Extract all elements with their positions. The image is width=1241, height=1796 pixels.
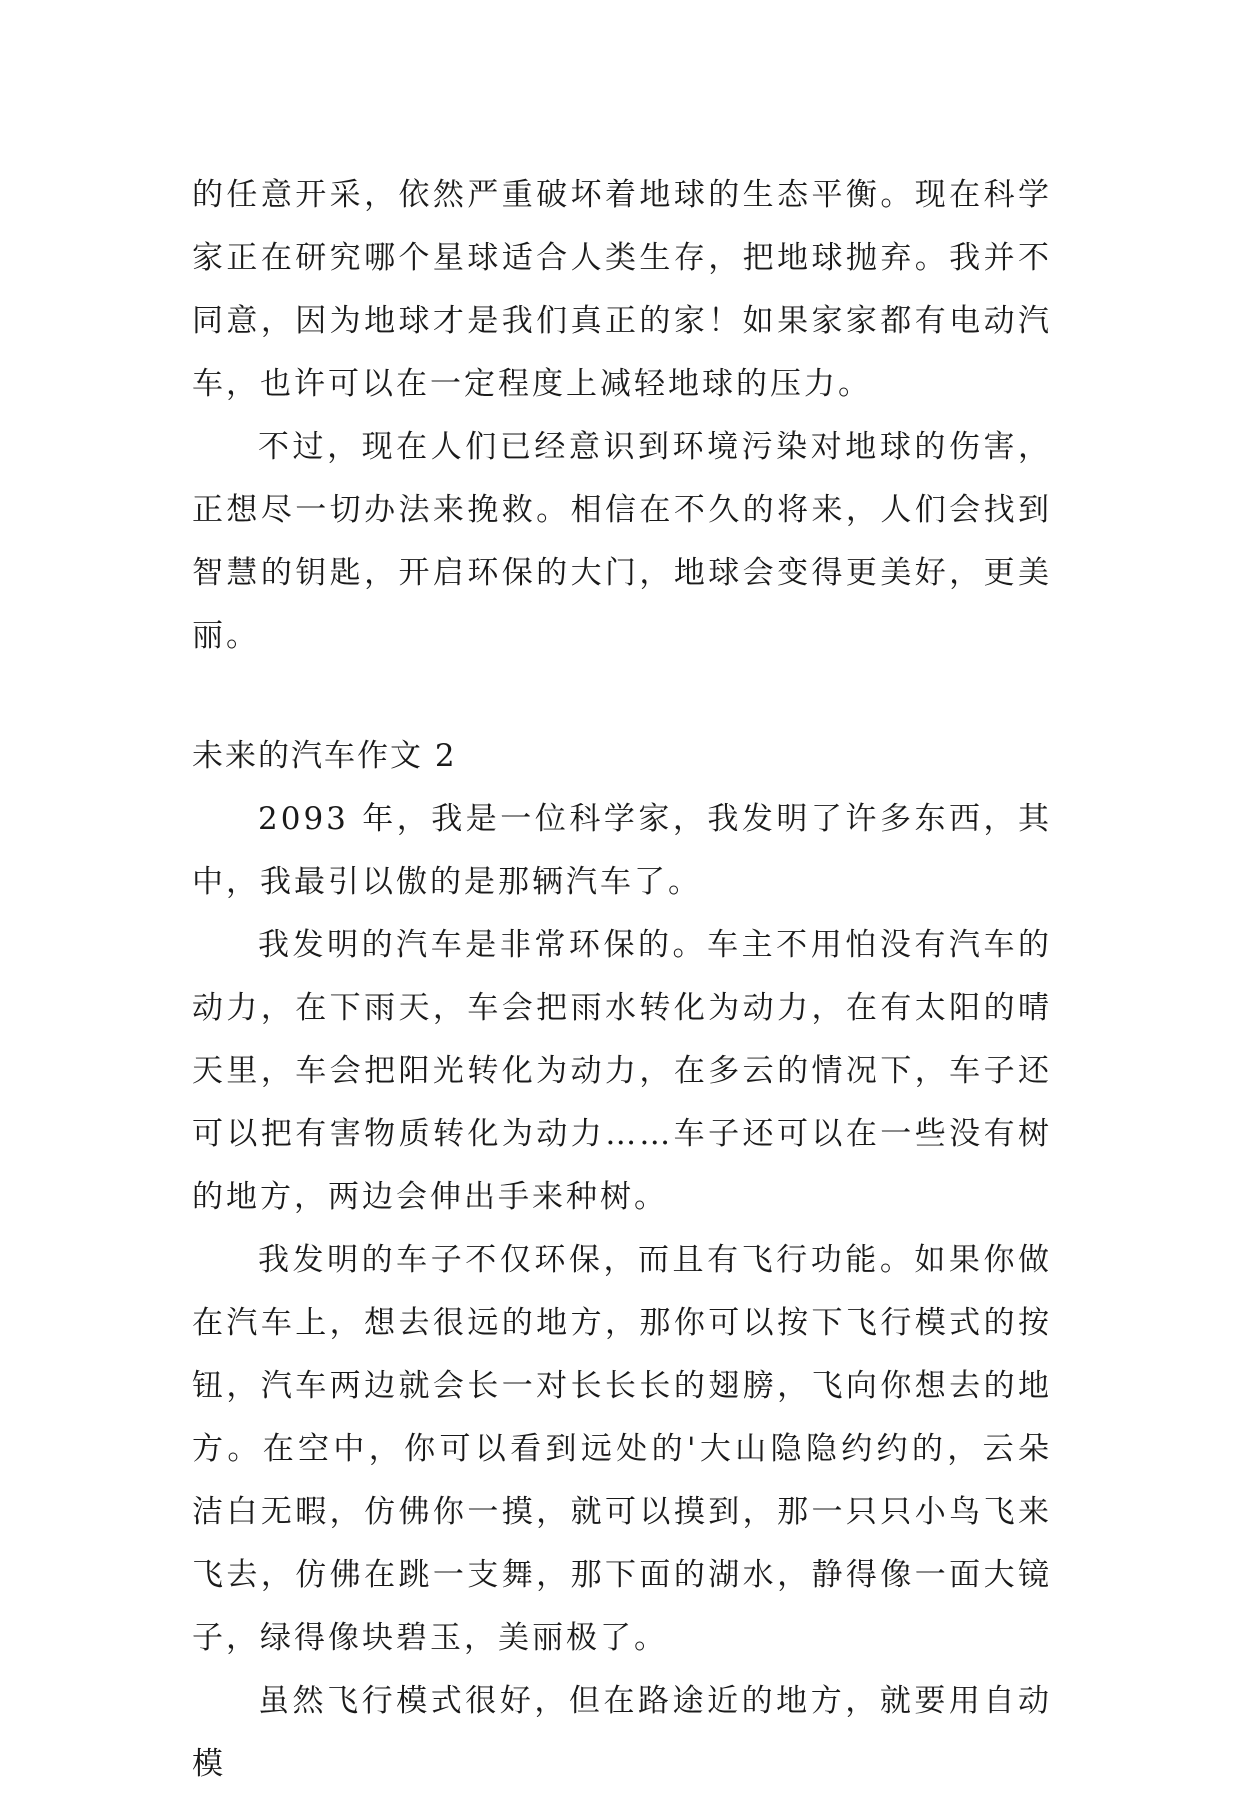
paragraph-eco-car: 我发明的汽车是非常环保的。车主不用怕没有汽车的动力，在下雨天，车会把雨水转化为动力，在有太阳的晴天里，车会把阳光转化为动力，在多云的情况下，车子还可以把有害物质转化为动力……车子还可以在一些没有树的地方，两边会伸出手来种树。: [192, 927, 1052, 1215]
paragraph-continuation: 的任意开采，依然严重破坏着地球的生态平衡。现在科学家正在研究哪个星球适合人类生存，把地球抛弃。我并不同意，因为地球才是我们真正的家！如果家家都有电动汽车，也许可以在一定程度上减轻地球的压力。: [192, 177, 1052, 402]
paragraph-flying-mode: 我发明的车子不仅环保，而且有飞行功能。如果你做在汽车上，想去很远的地方，那你可以按下飞行模式的按钮，汽车两边就会长一对长长长的翅膀，飞向你想去的地方。在空中，你可以看到远处的'大山隐隐约约的，云朵洁白无暇，仿佛你一摸，就可以摸到，那一只只小鸟飞来飞去，仿佛在跳一支舞，那下面的湖水，静得像一面大镜子，绿得像块碧玉，美丽极了。: [192, 1242, 1052, 1656]
paragraph-conclusion: 不过，现在人们已经意识到环境污染对地球的伤害，正想尽一切办法来挽救。相信在不久的将来，人们会找到智慧的钥匙，开启环保的大门，地球会变得更美好，更美丽。: [192, 429, 1052, 654]
document-body: [192, 164, 1052, 1796]
paragraph-intro: 2093 年，我是一位科学家，我发明了许多东西，其中，我最引以傲的是那辆汽车了。: [192, 801, 1052, 900]
section-title: 未来的汽车作文 2: [192, 738, 457, 774]
paragraph-auto-mode: 虽然飞行模式很好，但在路途近的地方，就要用自动模: [192, 1683, 1052, 1782]
